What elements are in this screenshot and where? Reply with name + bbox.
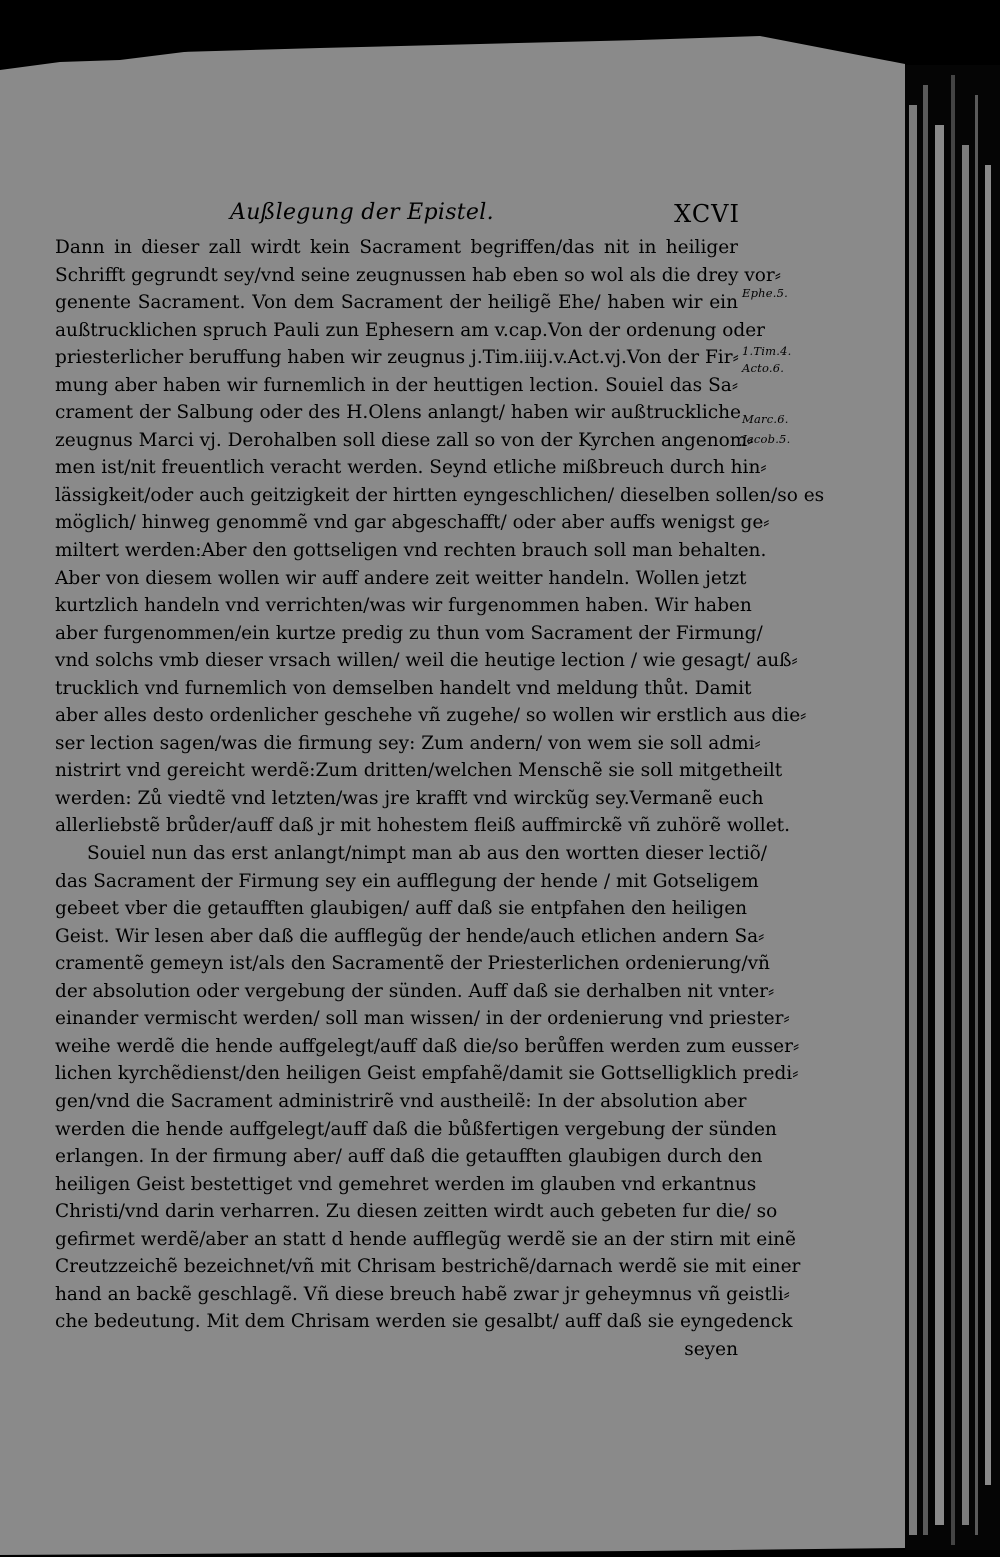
text-line: Schrifft gegrundt sey/vnd seine zeugnussen hab eben so wol als die drey vor⸗ [55,264,781,286]
text-line: ser lection sagen/was die firmung sey: Zum andern/ von wem sie soll admi⸗ [55,732,761,754]
text-line: che bedeutung. Mit dem Chrisam werden sie gesalbt/ auff daß sie eyngedenck [55,1311,793,1333]
text-line: vnd solchs vmb dieser vrsach willen/ weil die heutige lection / wie gesagt/ auß⸗ [55,650,798,672]
marginal-references [742,0,812,1557]
text-line: Dann in dieser zall wirdt kein Sacrament begriffen/das nit in heiliger [55,237,738,258]
text-line: werden die hende auffgelegt/auff daß die bůßfertigen vergebung der sünden [55,1118,777,1140]
text-line: aber furgenommen/ein kurtze predig zu thun vom Sacrament der Firmung/ [55,622,763,644]
text-line: gebeet vber die getaufften glaubigen/ auff daß sie entpfahen den heiligen [55,898,748,920]
text-line: kurtzlich handeln vnd verrichten/was wir furgenommen haben. Wir haben [55,595,752,617]
marginal-note: 1.Tim.4. [742,344,792,358]
text-line: gen/vnd die Sacrament administrirẽ vnd austheilẽ: In der absolution aber [55,1090,747,1112]
text-line: der absolution oder vergebung der sünden. Auff daß sie derhalben nit vnter⸗ [55,980,775,1002]
text-line: lässigkeit/oder auch geitzigkeit der hirtten eyngeschlichen/ dieselben sollen/so es [55,484,825,506]
catchword: seyen [684,1338,738,1360]
text-line: allerliebstẽ brůder/auff daß jr mit hohestem fleiß auffmirckẽ vñ zuhörẽ wollet. [55,815,790,837]
text-line: trucklich vnd furnemlich von demselben handelt vnd meldung thůt. Damit [55,677,752,699]
text-line: men ist/nit freuentlich veracht werden. Seynd etliche mißbreuch durch hin⸗ [55,457,767,479]
marginal-note: Jacob.5. [742,432,791,446]
text-line: nistrirt vnd gereicht werdẽ:Zum dritten/welchen Menschẽ sie soll mitgetheilt [55,760,783,782]
text-line: aber alles desto ordenlicher geschehe vñ zugehe/ so wollen wir erstlich aus die⸗ [55,705,807,727]
text-line: Souiel nun das erst anlangt/nimpt man ab aus den wortten dieser lectiõ/ [87,843,767,865]
text-line: Geist. Wir lesen aber daß die aufflegũg der hende/auch etlichen andern Sa⸗ [55,925,765,947]
text-line: Aber von diesem wollen wir auff andere zeit weitter handeln. Wollen jetzt [55,567,747,589]
page-header [230,200,740,230]
text-line: genente Sacrament. Von dem Sacrament der heiligẽ Ehe/ haben wir ein [55,292,738,314]
text-line: crament der Salbung oder des H.Olens anlangt/ haben wir außtruckliche [55,402,741,424]
text-line: außtrucklichen spruch Pauli zun Ephesern am v.cap.Von der ordenung oder [55,319,766,341]
text-line: mung aber haben wir furnemlich in der heuttigen lection. Souiel das Sa⸗ [55,374,738,396]
page-number: XCVI [674,200,740,228]
text-line: Christi/vnd darin verharren. Zu diesen zeitten wirdt auch gebeten fur die/ so [55,1201,778,1223]
text-line: weihe werdẽ die hende auffgelegt/auff daß die/so berůffen werden zum eusser⸗ [55,1035,800,1057]
marginal-note: Ephe.5. [742,286,788,300]
text-line: möglich/ hinweg genommẽ vnd gar abgeschafft/ oder aber auffs wenigst ge⸗ [55,512,770,534]
text-line: lichen kyrchẽdienst/den heiligen Geist empfahẽ/damit sie Gottselligklich predi⸗ [55,1063,799,1085]
running-head: Außlegung der Epistel. [230,200,494,225]
text-line: priesterlicher beruffung haben wir zeugnus j.Tim.iiij.v.Act.vj.Von der Fir⸗ [55,347,739,369]
text-line: das Sacrament der Firmung sey ein aufflegung der hende / mit Gotseligem [55,870,759,892]
text-line: gefirmet werdẽ/aber an statt d hende aufflegũg werdẽ sie an der stirn mit einẽ [55,1228,796,1250]
text-line: Creutzzeichẽ bezeichnet/vñ mit Chrisam bestrichẽ/darnach werdẽ sie mit einer [55,1256,801,1278]
marginal-note: Acto.6. [742,361,785,375]
marginal-note: Marc.6. [742,412,789,426]
text-line: erlangen. In der firmung aber/ auff daß die getaufften glaubigen durch den [55,1146,763,1168]
book-spine-edge [905,65,1000,1550]
text-line: zeugnus Marci vj. Derohalben soll diese zall so von der Kyrchen angenom⸗ [55,429,754,451]
text-line: werden: Zů viedtẽ vnd letzten/was jre krafft vnd wirckũg sey.Vermanẽ euch [55,787,764,809]
text-line: miltert werden:Aber den gottseligen vnd rechten brauch soll man behalten. [55,540,767,562]
text-line: hand an backẽ geschlagẽ. Vñ diese breuch habẽ zwar jr geheymnus vñ geistli⸗ [55,1283,790,1305]
text-line: heiligen Geist bestettiget vnd gemehret werden im glauben vnd erkantnus [55,1173,757,1195]
text-line: cramentẽ gemeyn ist/als den Sacramentẽ der Priesterlichen ordenierung/vñ [55,953,770,975]
text-line: einander vermischt werden/ soll man wissen/ in der ordenierung vnd priester⸗ [55,1008,790,1030]
